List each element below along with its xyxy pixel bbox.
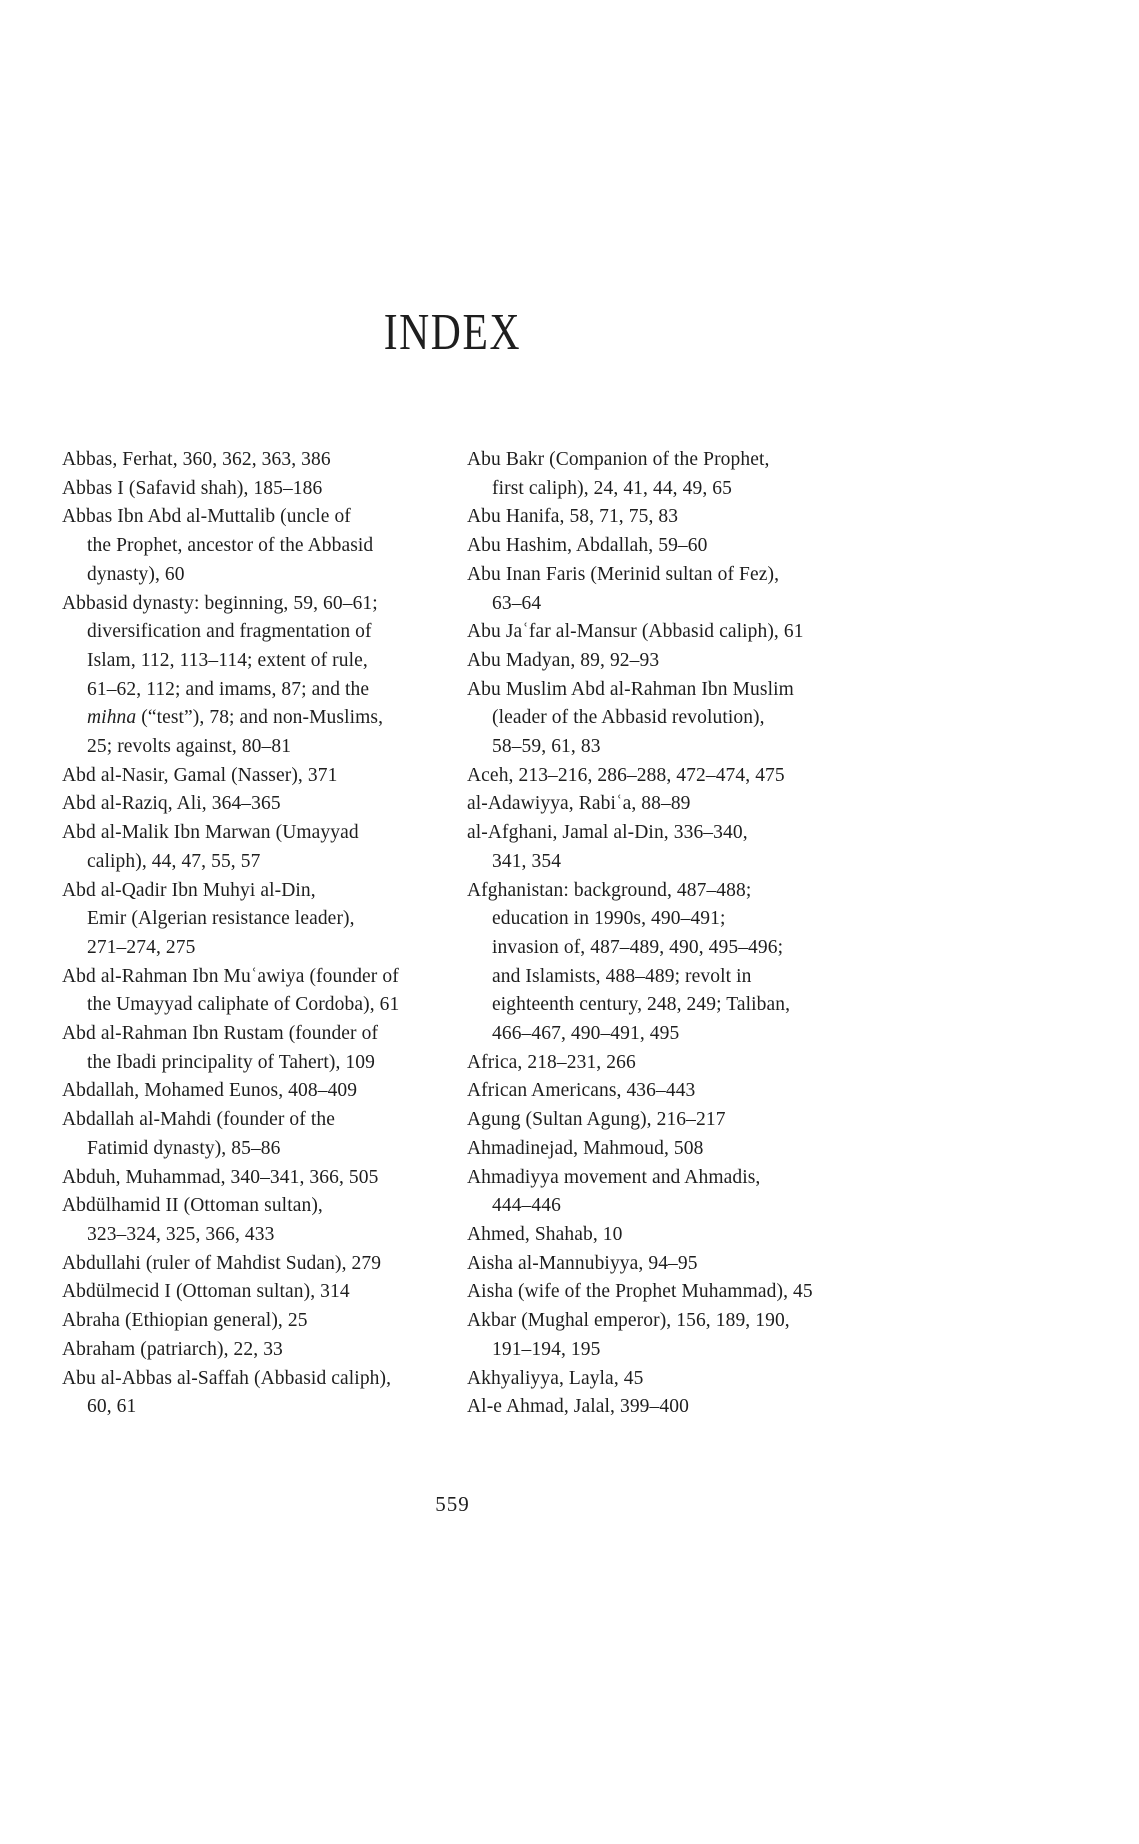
index-entry-text: diversification and fragmentation of	[87, 621, 372, 643]
index-entry-text: the Prophet, ancestor of the Abbasid	[87, 535, 374, 557]
index-entry-first-line	[62, 762, 467, 791]
index-entry-text: Al-e Ahmad, Jalal, 399–400	[467, 1396, 689, 1418]
index-entry	[62, 446, 467, 475]
index-entry	[467, 790, 872, 819]
index-entry-first-line	[467, 618, 872, 647]
index-entry-text: Abdullahi (ruler of Mahdist Sudan), 279	[62, 1252, 382, 1274]
index-entry-text: Abu Muslim Abd al-Rahman Ibn Muslim	[467, 678, 794, 700]
index-entry-text: Abu al-Abbas al-Saffah (Abbasid caliph),	[62, 1367, 392, 1389]
index-entry-continuation-line	[62, 848, 467, 877]
index-entry	[62, 1336, 467, 1365]
index-entry-continuation-line	[62, 704, 467, 733]
index-entry-text: and Islamists, 488–489; revolt in	[492, 965, 752, 987]
index-entry-text: 61–62, 112; and imams, 87; and the	[87, 678, 370, 700]
index-entry-text: 25; revolts against, 80–81	[87, 736, 292, 758]
index-entry-text: al-Adawiyya, Rabiʿa, 88–89	[467, 793, 691, 815]
index-entry	[467, 676, 872, 762]
index-entry-text: Abdallah, Mohamed Eunos, 408–409	[62, 1080, 358, 1102]
index-entry-continuation-line	[62, 905, 467, 934]
index-entry-text: dynasty), 60	[87, 563, 185, 585]
index-entry	[467, 647, 872, 676]
index-entry-text: Ahmadiyya movement and Ahmadis,	[467, 1166, 761, 1188]
index-entry-first-line	[62, 446, 467, 475]
index-entry-continuation-line	[62, 1221, 467, 1250]
index-entry-text: 191–194, 195	[492, 1338, 601, 1360]
index-entry	[62, 1278, 467, 1307]
index-entry-text: Africa, 218–231, 266	[467, 1051, 636, 1073]
index-entry	[62, 503, 467, 589]
index-entry-text: Abd al-Nasir, Gamal (Nasser), 371	[62, 764, 338, 786]
index-entry-text: Abbas Ibn Abd al-Muttalib (uncle of	[62, 506, 351, 528]
index-entry	[467, 618, 872, 647]
index-entry-text: Fatimid dynasty), 85–86	[87, 1137, 281, 1159]
index-entry-text: Akhyaliyya, Layla, 45	[467, 1367, 644, 1389]
index-entry-text: Aisha (wife of the Prophet Muhammad), 45	[467, 1281, 813, 1303]
index-entry-continuation-line	[467, 905, 872, 934]
index-entry-continuation-line	[467, 1192, 872, 1221]
index-entry-text: Abu Inan Faris (Merinid sultan of Fez),	[467, 563, 780, 585]
index-entry-text: Abu Bakr (Companion of the Prophet,	[467, 449, 770, 470]
index-entry-continuation-line	[62, 1049, 467, 1078]
index-entry	[467, 819, 872, 876]
index-entry-text: Ahmed, Shahab, 10	[467, 1223, 623, 1245]
index-entry-continuation-line	[467, 963, 872, 992]
index-entry	[62, 963, 467, 1020]
index-entry-first-line	[62, 590, 467, 619]
index-entry-first-line	[467, 1135, 872, 1164]
index-entry-first-line	[467, 676, 872, 705]
index-entry-text: 60, 61	[87, 1396, 137, 1418]
index-entry-text: African Americans, 436–443	[467, 1080, 696, 1102]
index-entry	[467, 1221, 872, 1250]
index-entry-first-line	[62, 877, 467, 906]
index-entry-first-line	[467, 1221, 872, 1250]
index-entry	[467, 561, 872, 618]
index-entry	[62, 762, 467, 791]
index-entry-first-line	[467, 1106, 872, 1135]
index-entry-italic-text: mihna	[87, 707, 137, 729]
index-entry-first-line	[62, 1020, 467, 1049]
index-entry-text: Abd al-Raziq, Ali, 364–365	[62, 793, 281, 815]
index-entry	[467, 532, 872, 561]
index-entry-continuation-line	[62, 561, 467, 590]
index-entry-first-line	[467, 1049, 872, 1078]
index-entry	[467, 1135, 872, 1164]
index-entry-first-line	[62, 963, 467, 992]
index-entry-first-line	[467, 532, 872, 561]
index-entry-first-line	[467, 1250, 872, 1279]
index-entry	[467, 1393, 872, 1422]
index-entry-text: Abu Hashim, Abdallah, 59–60	[467, 535, 708, 557]
index-entry-first-line	[62, 1365, 467, 1394]
index-entry	[467, 1278, 872, 1307]
index-entry-continuation-line	[467, 475, 872, 504]
index-entry-first-line	[467, 1278, 872, 1307]
index-entry-first-line	[467, 877, 872, 906]
index-entry-first-line	[467, 1365, 872, 1394]
index-entry-first-line	[467, 503, 872, 532]
index-entry-text: the Umayyad caliphate of Cordoba), 61	[87, 994, 400, 1016]
index-entry-first-line	[467, 561, 872, 590]
index-entry-text: Abu Madyan, 89, 92–93	[467, 649, 660, 671]
index-entry-continuation-line	[62, 1135, 467, 1164]
index-entry	[467, 1250, 872, 1279]
index-entry	[467, 446, 872, 503]
index-entry-first-line	[467, 819, 872, 848]
index-entry-text: Agung (Sultan Agung), 216–217	[467, 1109, 726, 1131]
index-title: INDEX	[383, 304, 522, 361]
index-entry-continuation-line	[62, 934, 467, 963]
index-entry	[62, 1164, 467, 1193]
index-entry	[467, 503, 872, 532]
index-entry-text: Aceh, 213–216, 286–288, 472–474, 475	[467, 764, 785, 786]
index-entry-text: the Ibadi principality of Tahert), 109	[87, 1051, 375, 1073]
index-entry-text: Emir (Algerian resistance leader),	[87, 908, 355, 930]
index-entry-first-line	[62, 1250, 467, 1279]
index-entry-text: Abbasid dynasty: beginning, 59, 60–61;	[62, 592, 378, 614]
index-entry-text: Islam, 112, 113–114; extent of rule,	[87, 649, 368, 671]
index-entry-text: Abdülmecid I (Ottoman sultan), 314	[62, 1281, 350, 1303]
index-entry-text: Abbas, Ferhat, 360, 362, 363, 386	[62, 449, 331, 470]
index-entry-text: Abu Hanifa, 58, 71, 75, 83	[467, 506, 679, 528]
index-entry	[62, 877, 467, 963]
index-entry-text: Abdallah al-Mahdi (founder of the	[62, 1109, 335, 1131]
index-entry-continuation-line	[467, 733, 872, 762]
index-entry-continuation-line	[467, 991, 872, 1020]
index-entry-text: 323–324, 325, 366, 433	[87, 1223, 275, 1245]
index-entry-continuation-line	[62, 733, 467, 762]
index-entry-text: 341, 354	[492, 850, 562, 872]
index-entry-first-line	[62, 1278, 467, 1307]
index-entry-first-line	[62, 1192, 467, 1221]
index-entry-text: Afghanistan: background, 487–488;	[467, 879, 752, 901]
index-entry-text: Abbas I (Safavid shah), 185–186	[62, 477, 323, 499]
index-entry-continuation-line	[62, 532, 467, 561]
index-entry	[62, 590, 467, 762]
index-entry	[62, 1307, 467, 1336]
index-entry-first-line	[467, 1164, 872, 1193]
index-entry	[62, 1365, 467, 1422]
index-entry-text: eighteenth century, 248, 249; Taliban,	[492, 994, 791, 1016]
index-entry	[467, 877, 872, 1049]
index-entry	[467, 1106, 872, 1135]
index-entry-text: Ahmadinejad, Mahmoud, 508	[467, 1137, 704, 1159]
index-column-right	[467, 446, 872, 1422]
index-entry-text: invasion of, 487–489, 490, 495–496;	[492, 936, 784, 958]
index-entry-first-line	[62, 1077, 467, 1106]
index-entry-text: Abraha (Ethiopian general), 25	[62, 1310, 308, 1332]
index-entry	[467, 1365, 872, 1394]
index-entry-first-line	[467, 1077, 872, 1106]
index-entry	[62, 1106, 467, 1163]
index-entry-continuation-line	[467, 704, 872, 733]
index-entry-first-line	[467, 762, 872, 791]
index-entry-first-line	[62, 1336, 467, 1365]
index-entry-text: Akbar (Mughal emperor), 156, 189, 190,	[467, 1310, 790, 1332]
index-entry-text: (“test”), 78; and non-Muslims,	[136, 707, 384, 729]
index-entry-text: Abd al-Rahman Ibn Muʿawiya (founder of	[62, 965, 399, 987]
index-entry-continuation-line	[467, 1020, 872, 1049]
index-entry-first-line	[62, 503, 467, 532]
index-entry	[62, 819, 467, 876]
index-entry	[467, 1164, 872, 1221]
index-entry-text: first caliph), 24, 41, 44, 49, 65	[492, 477, 732, 499]
index-entry-continuation-line	[467, 1336, 872, 1365]
index-entry-continuation-line	[467, 934, 872, 963]
index-entry-text: 58–59, 61, 83	[492, 736, 601, 758]
index-entry	[62, 790, 467, 819]
index-entry-continuation-line	[62, 676, 467, 705]
index-columns	[62, 446, 872, 1422]
index-entry	[62, 1020, 467, 1077]
index-entry-first-line	[467, 1393, 872, 1422]
index-entry	[467, 1049, 872, 1078]
index-entry-text: caliph), 44, 47, 55, 57	[87, 850, 261, 872]
index-entry-text: 63–64	[492, 592, 542, 614]
index-entry-text: Abd al-Qadir Ibn Muhyi al-Din,	[62, 879, 316, 901]
index-entry-text: 466–467, 490–491, 495	[492, 1023, 680, 1045]
index-entry-first-line	[62, 790, 467, 819]
index-entry-text: education in 1990s, 490–491;	[492, 908, 726, 930]
index-entry-text: Aisha al-Mannubiyya, 94–95	[467, 1252, 698, 1274]
index-entry-continuation-line	[62, 647, 467, 676]
index-entry-text: 444–446	[492, 1195, 561, 1217]
index-entry-text: al-Afghani, Jamal al-Din, 336–340,	[467, 822, 748, 844]
index-entry-first-line	[62, 819, 467, 848]
index-entry-text: (leader of the Abbasid revolution),	[492, 707, 765, 729]
index-entry-first-line	[62, 1164, 467, 1193]
index-entry-continuation-line	[467, 848, 872, 877]
index-entry-first-line	[62, 1106, 467, 1135]
index-entry-continuation-line	[62, 618, 467, 647]
index-entry	[62, 475, 467, 504]
index-entry-first-line	[467, 446, 872, 475]
index-entry-text: Abd al-Rahman Ibn Rustam (founder of	[62, 1023, 379, 1045]
index-entry-text: Abraham (patriarch), 22, 33	[62, 1338, 283, 1360]
index-entry-continuation-line	[62, 991, 467, 1020]
index-entry-first-line	[467, 1307, 872, 1336]
index-entry	[467, 1307, 872, 1364]
index-entry-text: Abdülhamid II (Ottoman sultan),	[62, 1195, 323, 1217]
index-entry	[62, 1077, 467, 1106]
index-entry-first-line	[62, 1307, 467, 1336]
index-entry-first-line	[62, 475, 467, 504]
index-entry	[62, 1250, 467, 1279]
index-entry-text: 271–274, 275	[87, 936, 196, 958]
index-entry-first-line	[467, 647, 872, 676]
index-column-left	[62, 446, 467, 1422]
index-entry	[467, 762, 872, 791]
index-entry	[467, 1077, 872, 1106]
page-number: 559	[435, 1492, 470, 1516]
index-entry-text: Abduh, Muhammad, 340–341, 366, 505	[62, 1166, 379, 1188]
index-entry	[62, 1192, 467, 1249]
index-entry-continuation-line	[467, 590, 872, 619]
index-entry-first-line	[467, 790, 872, 819]
index-entry-text: Abu Jaʿfar al-Mansur (Abbasid caliph), 61	[467, 621, 804, 643]
index-entry-continuation-line	[62, 1393, 467, 1422]
index-entry-text: Abd al-Malik Ibn Marwan (Umayyad	[62, 822, 359, 844]
